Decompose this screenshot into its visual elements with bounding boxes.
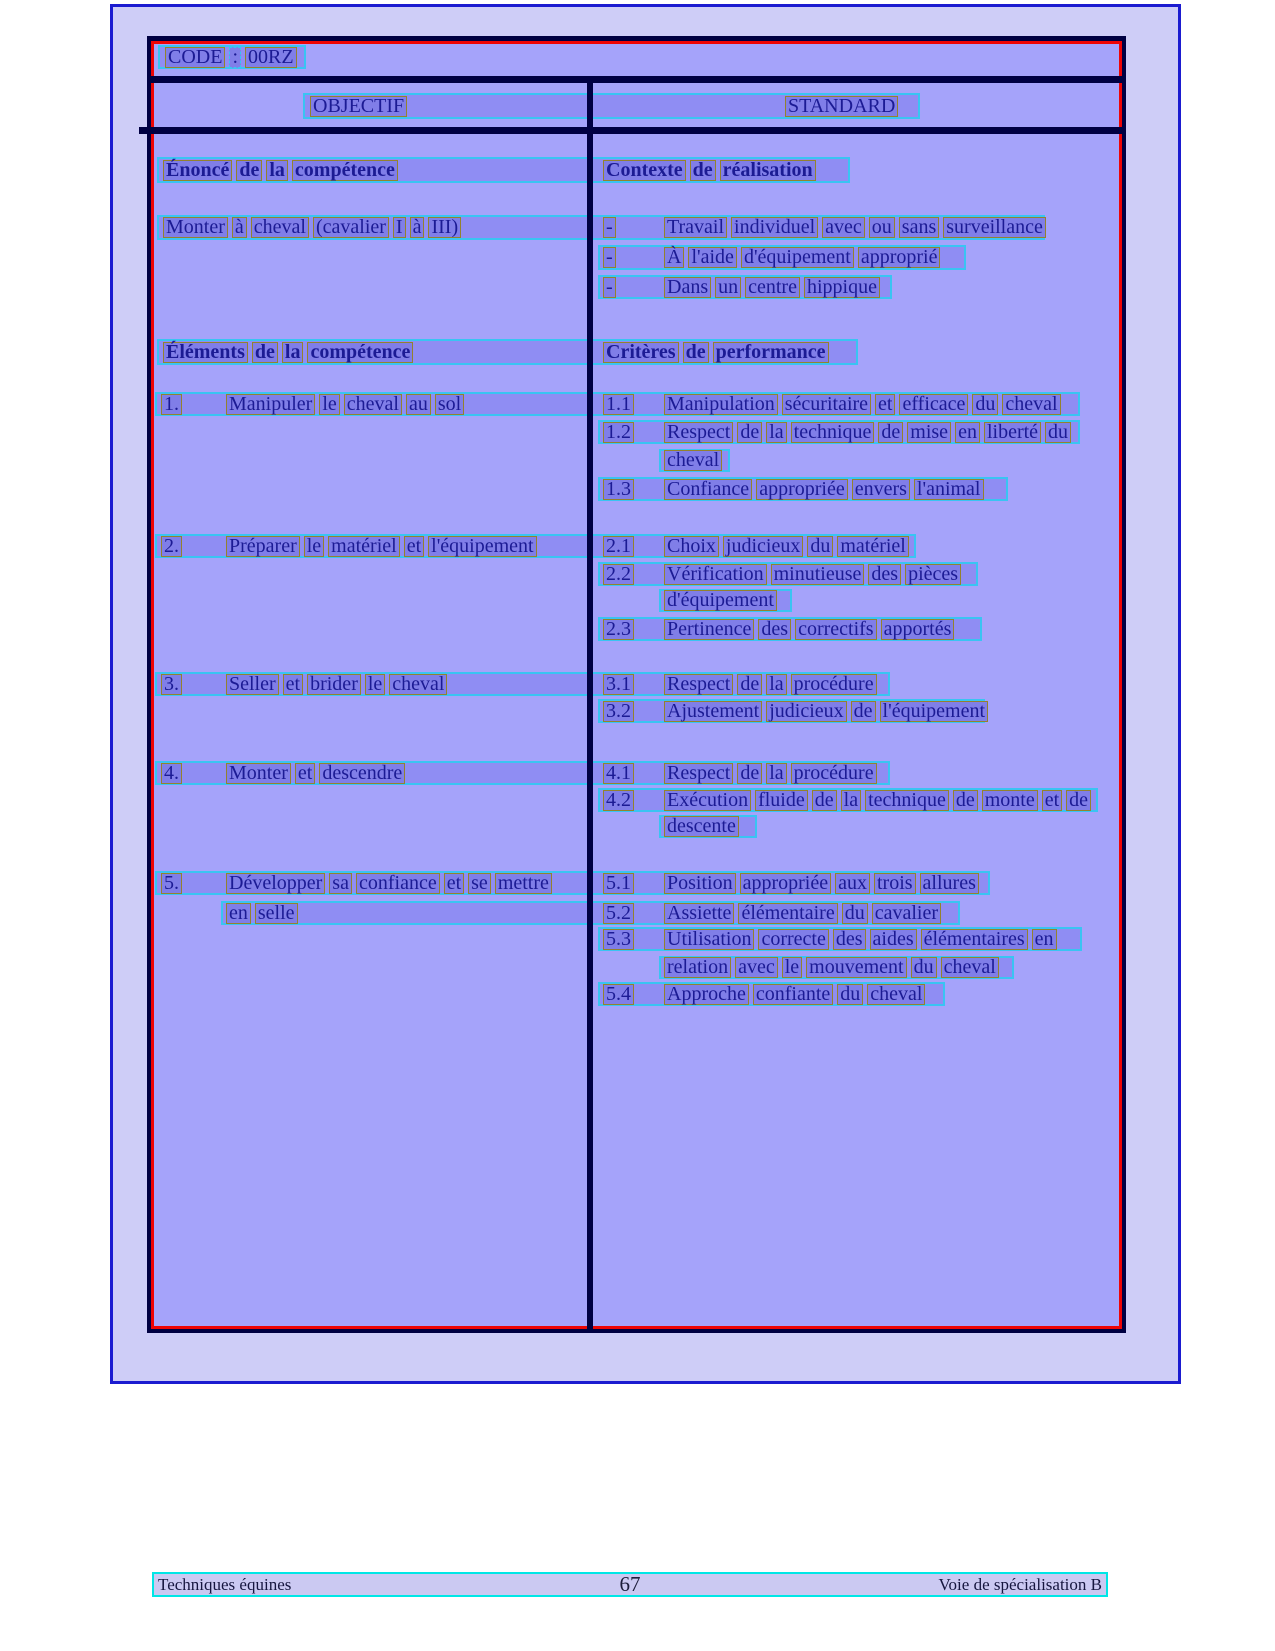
- ocr-word: fluide: [755, 790, 808, 811]
- ocr-segment: [664, 958, 999, 977]
- ocr-word: liberté: [984, 422, 1041, 443]
- ocr-word: matériel: [328, 536, 400, 557]
- ocr-word: 1.: [161, 394, 182, 415]
- ocr-word: judicieux: [766, 701, 846, 722]
- ocr-word: élémentaire: [738, 903, 837, 924]
- ocr-word: du: [972, 394, 998, 415]
- ocr-word: Manipulation: [664, 394, 778, 415]
- ocr-line-item-5: [155, 871, 990, 895]
- ocr-word: CODE: [165, 47, 225, 68]
- ocr-word: Développer: [226, 873, 325, 894]
- ocr-word: 00RZ: [245, 47, 297, 68]
- ocr-line-code-line: [158, 45, 306, 69]
- ocr-line-centre-hippique: [598, 275, 892, 299]
- ocr-line-item-1-2: [598, 420, 1080, 444]
- ocr-word: cheval: [867, 984, 925, 1005]
- ocr-word: 3.2: [603, 701, 634, 722]
- ocr-word: monte: [982, 790, 1038, 811]
- ocr-word: sans: [899, 217, 939, 238]
- ocr-word: le: [319, 394, 339, 415]
- ocr-word: de: [690, 160, 716, 181]
- ocr-line-item-2: [155, 534, 916, 558]
- ocr-word: centre: [745, 277, 800, 298]
- ocr-segment: [603, 763, 634, 783]
- ocr-word: appropriée: [740, 873, 832, 894]
- ocr-word: la: [282, 342, 304, 363]
- ocr-line-item-3-2: [598, 699, 985, 723]
- ocr-word: le: [304, 536, 324, 557]
- ocr-segment: [664, 564, 961, 584]
- ocr-segment: [226, 674, 447, 694]
- table-rule-below-header-row: [139, 127, 1126, 134]
- ocr-word: et: [444, 873, 464, 894]
- ocr-word: de: [1066, 790, 1091, 811]
- ocr-word: Critères: [603, 342, 679, 363]
- ocr-word: technique: [791, 422, 875, 443]
- ocr-line-enonce-contexte: [157, 157, 850, 183]
- ocr-line-item-1: [155, 392, 1080, 416]
- ocr-word: Pertinence: [664, 619, 754, 640]
- ocr-word: l'équipement: [428, 536, 536, 557]
- ocr-word: Confiance: [664, 479, 752, 500]
- ocr-line-item-1-3: [598, 477, 1008, 501]
- ocr-word: se: [468, 873, 491, 894]
- ocr-segment: [165, 47, 297, 67]
- ocr-word: descente: [664, 816, 739, 837]
- ocr-segment: [664, 247, 940, 268]
- ocr-segment: [603, 701, 634, 721]
- ocr-word: de: [236, 160, 262, 181]
- ocr-word: l'aide: [688, 247, 736, 268]
- ocr-line-item-4-2-cont: [659, 815, 757, 838]
- ocr-word: cheval: [1002, 394, 1060, 415]
- ocr-word: confiante: [753, 984, 833, 1005]
- ocr-word: Respect: [664, 763, 733, 784]
- ocr-word: mouvement: [806, 957, 906, 978]
- ocr-word: hippique: [804, 277, 880, 298]
- ocr-word: 5.4: [603, 984, 634, 1005]
- ocr-word: cheval: [251, 217, 309, 238]
- ocr-segment: [603, 479, 634, 499]
- ocr-segment: [664, 763, 877, 783]
- ocr-word: de: [737, 763, 762, 784]
- ocr-segment: [664, 701, 988, 721]
- ocr-word: 3.1: [603, 674, 634, 695]
- ocr-word: sa: [329, 873, 352, 894]
- ocr-segment: [603, 619, 634, 639]
- ocr-segment: [603, 536, 634, 556]
- ocr-segment: [664, 217, 1046, 238]
- ocr-word: Vérification: [664, 564, 767, 585]
- ocr-segment: [664, 674, 877, 694]
- ocr-segment: [163, 159, 398, 181]
- ocr-word: I: [393, 217, 406, 238]
- ocr-word: cheval: [389, 674, 447, 695]
- ocr-word: compétence: [307, 342, 413, 363]
- ocr-word: allures: [920, 873, 979, 894]
- ocr-word: 2.3: [603, 619, 634, 640]
- ocr-word: mise: [907, 422, 951, 443]
- ocr-word: technique: [865, 790, 949, 811]
- ocr-word: la: [841, 790, 861, 811]
- ocr-word: cheval: [941, 957, 999, 978]
- ocr-word: sécuritaire: [782, 394, 871, 415]
- ocr-word: individuel: [731, 217, 818, 238]
- ocr-word: Respect: [664, 422, 733, 443]
- ocr-word: 1.3: [603, 479, 634, 500]
- ocr-segment: [603, 790, 634, 810]
- ocr-segment: [226, 394, 464, 414]
- ocr-word: de: [737, 422, 762, 443]
- ocr-word: Position: [664, 873, 736, 894]
- ocr-word: Respect: [664, 674, 733, 695]
- ocr-segment: [603, 341, 829, 363]
- ocr-word: descendre: [319, 763, 405, 784]
- ocr-word: avec: [735, 957, 778, 978]
- ocr-word: Éléments: [163, 342, 248, 363]
- ocr-word: OBJECTIF: [310, 96, 407, 117]
- ocr-word: du: [807, 536, 833, 557]
- ocr-segment: [664, 451, 722, 470]
- ocr-word: des: [833, 929, 866, 950]
- ocr-segment: [310, 95, 407, 117]
- ocr-segment: [664, 479, 984, 499]
- ocr-word: la: [266, 160, 288, 181]
- ocr-word: de: [953, 790, 978, 811]
- ocr-line-elements-criteres: [157, 339, 858, 365]
- ocr-word: STANDARD: [785, 96, 898, 117]
- ocr-word: Énoncé: [163, 160, 232, 181]
- ocr-word: Utilisation: [664, 929, 754, 950]
- ocr-word: mettre: [495, 873, 552, 894]
- ocr-word: selle: [255, 903, 298, 924]
- ocr-word: efficace: [899, 394, 968, 415]
- ocr-word: au: [406, 394, 431, 415]
- ocr-word: et: [295, 763, 315, 784]
- ocr-segment: [603, 984, 634, 1004]
- ocr-segment: [664, 984, 925, 1004]
- ocr-word: confiance: [356, 873, 440, 894]
- ocr-word: d'équipement: [664, 590, 777, 611]
- ocr-line-item-2-3: [598, 617, 982, 641]
- ocr-word: Choix: [664, 536, 719, 557]
- ocr-word: et: [283, 674, 303, 695]
- ocr-word: du: [911, 957, 937, 978]
- ocr-word: Monter: [163, 217, 228, 238]
- ocr-word: Travail: [664, 217, 727, 238]
- ocr-segment: [664, 422, 1071, 442]
- ocr-word: -: [603, 247, 616, 268]
- ocr-word: cheval: [664, 450, 722, 471]
- ocr-segment: [603, 873, 634, 893]
- ocr-line-item-3: [155, 672, 890, 696]
- ocr-word: 2.1: [603, 536, 634, 557]
- ocr-segment: [664, 903, 941, 923]
- ocr-word: 5.: [161, 873, 182, 894]
- ocr-segment: [664, 790, 1091, 810]
- ocr-word: l'équipement: [880, 701, 988, 722]
- ocr-word: correcte: [758, 929, 828, 950]
- ocr-word: des: [758, 619, 791, 640]
- ocr-word: apportés: [881, 619, 955, 640]
- ocr-word: la: [766, 422, 786, 443]
- ocr-word: le: [782, 957, 802, 978]
- ocr-word: procédure: [791, 763, 877, 784]
- ocr-word: III): [428, 217, 461, 238]
- ocr-word: 2.2: [603, 564, 634, 585]
- ocr-word: des: [868, 564, 901, 585]
- ocr-segment: [226, 903, 298, 923]
- ocr-word: cavalier: [872, 903, 941, 924]
- ocr-word: judicieux: [723, 536, 803, 557]
- ocr-word: procédure: [791, 674, 877, 695]
- ocr-word: 1.1: [603, 394, 634, 415]
- ocr-word: sol: [435, 394, 464, 415]
- ocr-word: réalisation: [720, 160, 816, 181]
- ocr-segment: [664, 591, 777, 610]
- ocr-word: de: [878, 422, 903, 443]
- ocr-segment: [603, 564, 634, 584]
- ocr-segment: [163, 217, 461, 238]
- ocr-word: 1.2: [603, 422, 634, 443]
- ocr-word: Approche: [664, 984, 749, 1005]
- ocr-segment: [664, 873, 979, 893]
- ocr-word: élémentaires: [921, 929, 1028, 950]
- ocr-word: compétence: [292, 160, 398, 181]
- ocr-word: Ajustement: [664, 701, 762, 722]
- ocr-word: un: [715, 277, 741, 298]
- ocr-word: de: [737, 674, 762, 695]
- ocr-word: d'équipement: [741, 247, 854, 268]
- footer-right-text: Voie de spécialisation B: [938, 1574, 1102, 1594]
- ocr-word: À: [664, 247, 684, 268]
- ocr-segment: [785, 95, 898, 117]
- ocr-word: de: [851, 701, 876, 722]
- ocr-word: Dans: [664, 277, 711, 298]
- ocr-word: aux: [835, 873, 870, 894]
- ocr-word: 2.: [161, 536, 182, 557]
- ocr-word: Monter: [226, 763, 291, 784]
- ocr-word: en: [226, 903, 251, 924]
- ocr-line-aide-equipement: [598, 245, 966, 270]
- ocr-word: brider: [307, 674, 361, 695]
- ocr-word: 5.2: [603, 903, 634, 924]
- ocr-word: Seller: [226, 674, 279, 695]
- ocr-segment: [603, 903, 634, 923]
- ocr-word: -: [603, 217, 616, 238]
- ocr-line-item-1-2-cont: [659, 449, 730, 472]
- ocr-word: relation: [664, 957, 731, 978]
- ocr-segment: [603, 422, 634, 442]
- ocr-segment: [603, 159, 816, 181]
- ocr-segment: [603, 394, 634, 414]
- ocr-word: 4.2: [603, 790, 634, 811]
- ocr-segment: [161, 394, 182, 414]
- ocr-word: Manipuler: [226, 394, 315, 415]
- ocr-segment: [603, 674, 634, 694]
- ocr-word: 5.1: [603, 873, 634, 894]
- ocr-word: Préparer: [226, 536, 300, 557]
- ocr-word: et: [404, 536, 424, 557]
- ocr-word: matériel: [837, 536, 909, 557]
- ocr-segment: [664, 277, 880, 297]
- ocr-word: l'animal: [914, 479, 984, 500]
- ocr-word: 5.3: [603, 929, 634, 950]
- ocr-word: envers: [852, 479, 910, 500]
- ocr-word: (cavalier: [313, 217, 389, 238]
- ocr-word: la: [766, 674, 786, 695]
- column-divider: [587, 76, 593, 1331]
- ocr-word: approprié: [858, 247, 941, 268]
- ocr-word: -: [603, 277, 616, 298]
- ocr-segment: [161, 873, 182, 893]
- ocr-segment: [603, 247, 616, 268]
- ocr-word: la: [766, 763, 786, 784]
- ocr-line-item-5-3: [598, 927, 1082, 951]
- ocr-line-item-5-4: [598, 982, 945, 1006]
- ocr-segment: [603, 217, 616, 238]
- ocr-word: du: [842, 903, 868, 924]
- ocr-segment: [603, 929, 634, 949]
- ocr-segment: [664, 817, 739, 836]
- ocr-segment: [664, 394, 1061, 414]
- ocr-line-item-2-2-cont: [659, 589, 792, 612]
- ocr-word: en: [1032, 929, 1057, 950]
- ocr-word: de: [683, 342, 709, 363]
- ocr-line-item-4-2: [598, 788, 1098, 812]
- ocr-line-item-5-3-cont: [659, 956, 1014, 979]
- ocr-word: à: [232, 217, 247, 238]
- ocr-word: à: [410, 217, 425, 238]
- ocr-word: appropriée: [756, 479, 848, 500]
- ocr-line-item-4: [155, 761, 890, 785]
- ocr-word: performance: [713, 342, 829, 363]
- ocr-word: du: [837, 984, 863, 1005]
- ocr-word: 4.: [161, 763, 182, 784]
- ocr-segment: [161, 536, 182, 556]
- ocr-line-monter-travail: [157, 215, 1045, 240]
- ocr-word: du: [1045, 422, 1071, 443]
- ocr-word: pièces: [905, 564, 961, 585]
- ocr-word: de: [812, 790, 837, 811]
- ocr-word: de: [252, 342, 278, 363]
- ocr-word: Contexte: [603, 160, 686, 181]
- ocr-word: 4.1: [603, 763, 634, 784]
- footer-left-text: Techniques équines: [158, 1574, 292, 1594]
- ocr-word: minutieuse: [771, 564, 865, 585]
- ocr-word: Exécution: [664, 790, 751, 811]
- ocr-segment: [161, 763, 182, 783]
- ocr-word: 3.: [161, 674, 182, 695]
- ocr-segment: [664, 536, 909, 556]
- ocr-word: surveillance: [943, 217, 1046, 238]
- ocr-word: cheval: [344, 394, 402, 415]
- ocr-word: Assiette: [664, 903, 734, 924]
- footer-page-number: 67: [619, 1572, 641, 1596]
- ocr-line-column-headers: [303, 93, 920, 119]
- ocr-word: et: [875, 394, 895, 415]
- ocr-segment: [664, 929, 1057, 949]
- ocr-line-item-2-2: [598, 562, 978, 586]
- ocr-segment: [163, 341, 413, 363]
- ocr-word: :: [229, 47, 241, 68]
- ocr-segment: [226, 536, 537, 556]
- ocr-segment: [603, 277, 616, 297]
- table-rule-below-code-row: [147, 76, 1126, 83]
- ocr-word: ou: [869, 217, 895, 238]
- ocr-segment: [664, 619, 954, 639]
- ocr-word: et: [1042, 790, 1062, 811]
- ocr-word: trois: [874, 873, 916, 894]
- ocr-word: aides: [870, 929, 917, 950]
- ocr-segment: [226, 763, 405, 783]
- ocr-segment: [226, 873, 552, 893]
- ocr-word: avec: [822, 217, 865, 238]
- ocr-word: correctifs: [795, 619, 877, 640]
- ocr-word: en: [955, 422, 980, 443]
- ocr-segment: [161, 674, 182, 694]
- ocr-word: le: [365, 674, 385, 695]
